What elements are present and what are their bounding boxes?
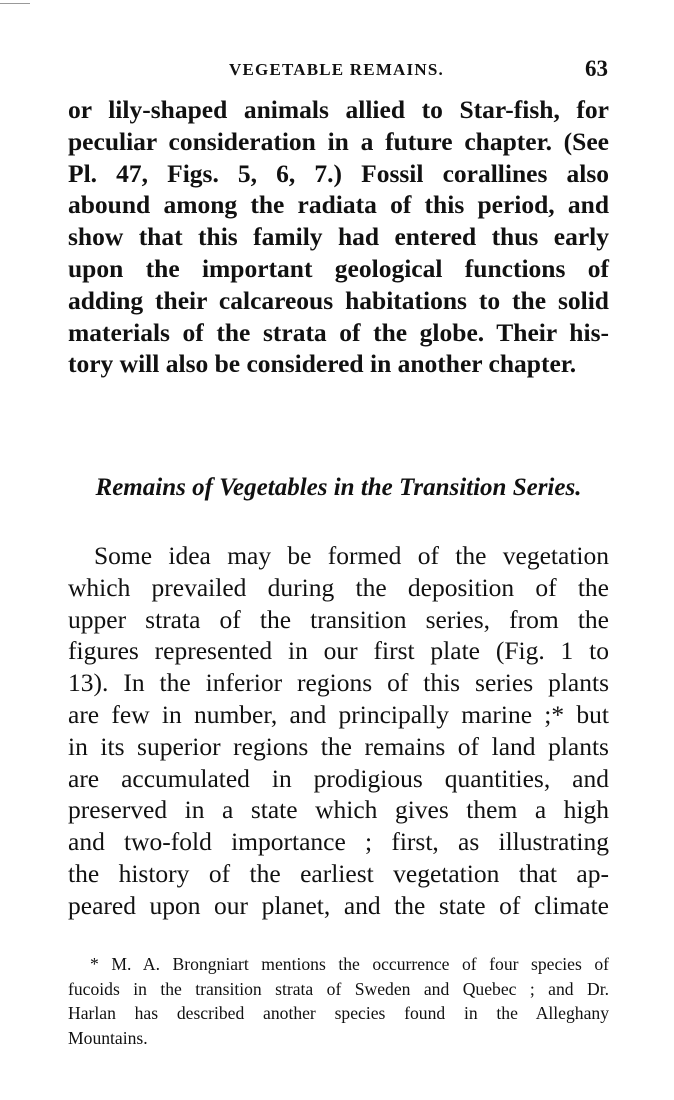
paragraph-line: and two-fold importance ; first, as illustrating <box>68 827 609 857</box>
paragraph-line: materials of the strata of the globe. Their his- <box>68 317 609 347</box>
paragraph-line: tory will also be considered in another chapter. <box>68 349 577 379</box>
paragraph-line: abound among the radiata of this period, and <box>68 190 609 220</box>
paragraph-2 <box>68 540 609 922</box>
running-head <box>68 58 608 88</box>
footnote <box>68 952 609 1050</box>
paragraph-line: peared upon our planet, and the state of climate <box>68 890 609 920</box>
paragraph-line: Pl. 47, Figs. 5, 6, 7.) Fossil corallines also <box>68 158 609 188</box>
running-head-title: VEGETABLE REMAINS. <box>229 60 444 79</box>
paragraph-line: or lily-shaped animals allied to Star-fish, for <box>68 95 609 124</box>
footnote-line: Harlan has described another species found in the Alleghany <box>68 1003 609 1024</box>
paragraph-line: peculiar consideration in a future chapter. (See <box>68 126 609 156</box>
paragraph-line: which prevailed during the deposition of the <box>68 572 609 602</box>
paragraph-line: are few in number, and principally marine ;* but <box>68 699 609 729</box>
paragraph-1 <box>68 94 609 380</box>
footnote-line: Mountains. <box>68 1027 148 1048</box>
paragraph-line: preserved in a state which gives them a high <box>68 795 609 825</box>
paragraph-line: upon the important geological functions of <box>68 253 609 283</box>
paragraph-line: are accumulated in prodigious quantities, and <box>68 763 609 793</box>
paragraph-line: the history of the earliest vegetation that ap- <box>68 858 609 888</box>
section-heading: Remains of Vegetables in the Transition Series. <box>95 474 582 501</box>
paragraph-line: 13). In the inferior regions of this series plants <box>68 668 609 698</box>
paragraph-line: show that this family had entered thus early <box>68 222 609 252</box>
footnote-line: fucoids in the transition strata of Sweden and Quebec ; and Dr. <box>68 978 609 999</box>
paragraph-line: adding their calcareous habitations to the solid <box>68 285 609 315</box>
paragraph-line: in its superior regions the remains of land plants <box>68 731 609 761</box>
paragraph-line: upper strata of the transition series, from the <box>68 604 609 634</box>
page-corner-mark <box>0 3 30 4</box>
paragraph-line: Some idea may be formed of the vegetation <box>94 541 609 570</box>
page-number: 63 <box>585 56 608 81</box>
footnote-line: * M. A. Brongniart mentions the occurrence of four species of <box>90 954 609 974</box>
paragraph-line: figures represented in our first plate (Fig. 1 to <box>68 636 609 666</box>
